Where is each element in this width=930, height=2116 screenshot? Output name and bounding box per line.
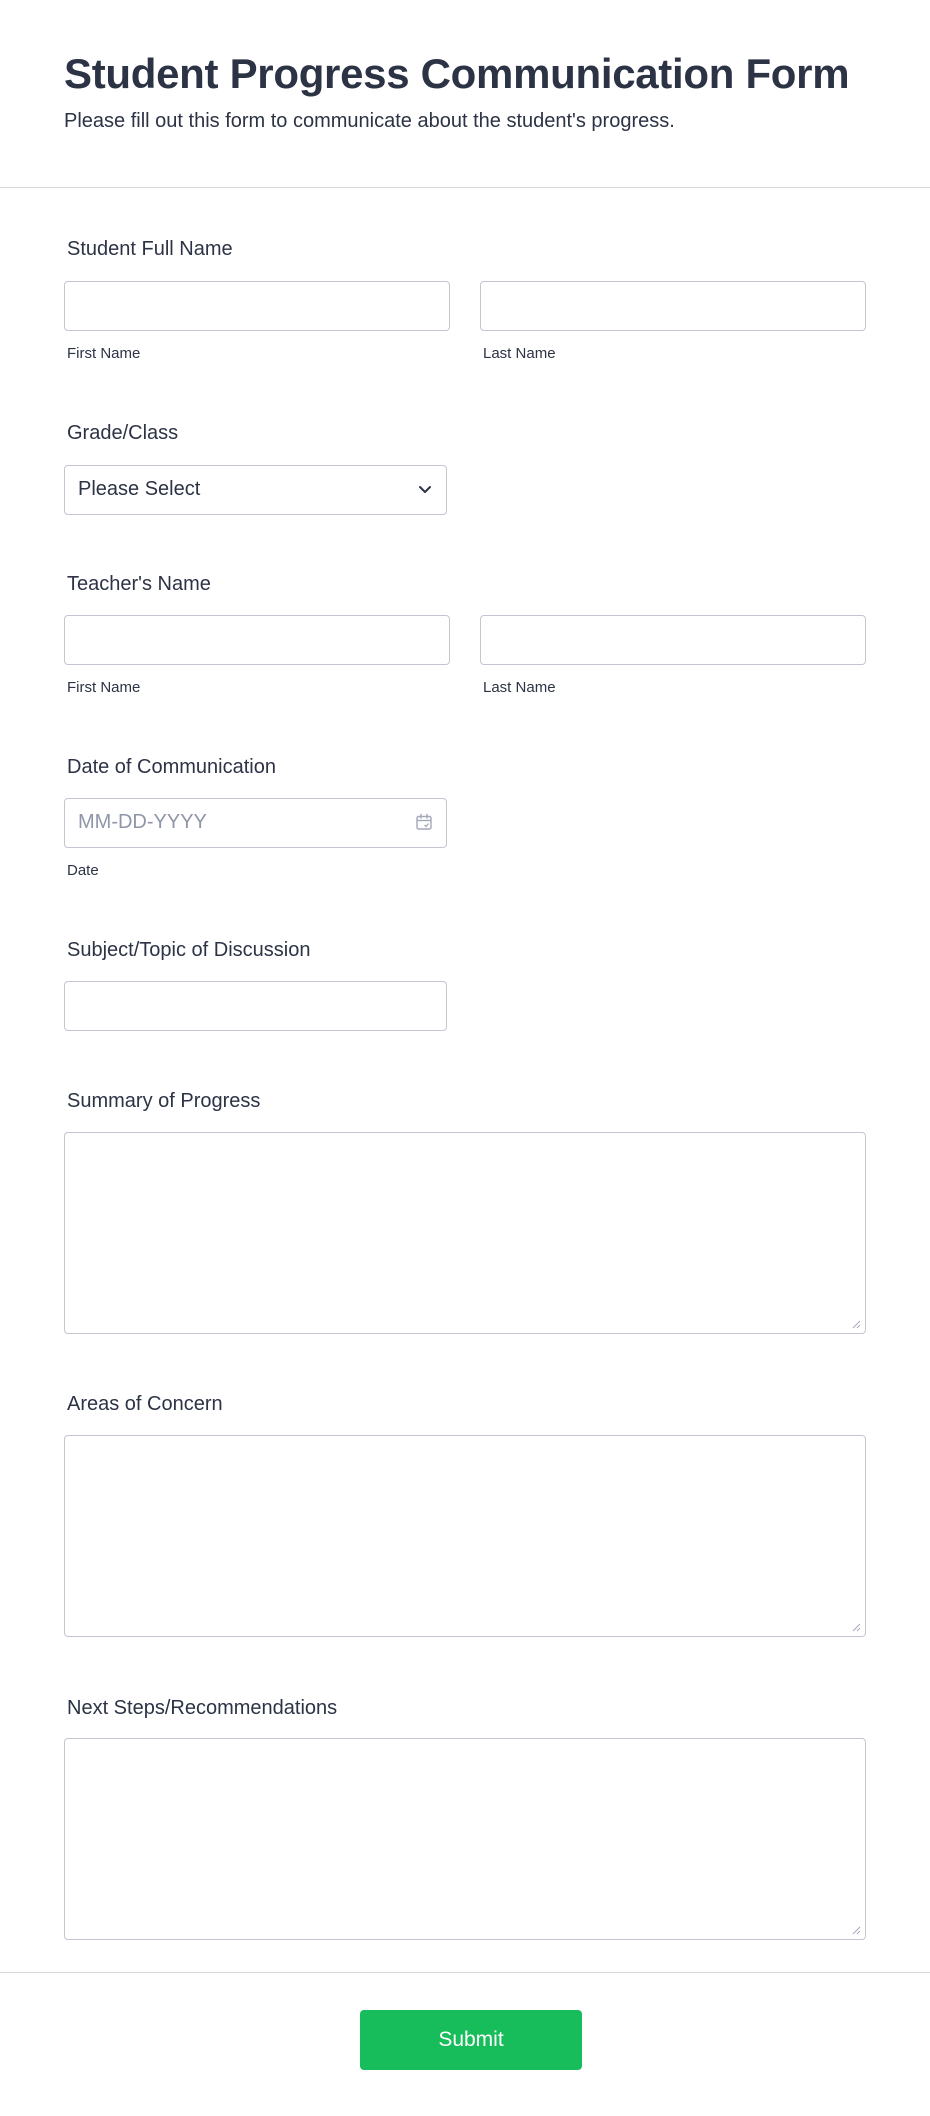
footer-divider [0,1972,930,1973]
teacher-first-name-input[interactable] [64,615,450,665]
student-last-name-sublabel: Last Name [483,345,556,362]
date-input[interactable] [64,798,447,848]
chevron-down-icon [416,480,434,498]
student-first-name-sublabel: First Name [67,345,141,362]
form-subtitle: Please fill out this form to communicate about the student's progress. [64,110,675,132]
concerns-textarea[interactable] [64,1435,866,1637]
teacher-last-name-input[interactable] [480,615,866,665]
grade-class-selected-value: Please Select [78,478,201,500]
summary-textarea[interactable] [64,1132,866,1334]
student-name-label: Student Full Name [67,238,233,260]
subject-label: Subject/Topic of Discussion [67,939,311,961]
next-steps-textarea[interactable] [64,1738,866,1940]
grade-class-label: Grade/Class [67,422,179,444]
form-title: Student Progress Communication Form [64,50,850,97]
teacher-name-label: Teacher's Name [67,573,211,595]
grade-class-select[interactable] [64,465,447,515]
calendar-icon[interactable] [415,813,433,831]
subject-input[interactable] [64,981,447,1031]
next-steps-label: Next Steps/Recommendations [67,1697,338,1719]
date-sublabel: Date [67,862,99,879]
resize-grip-icon[interactable] [851,1925,861,1935]
form-header [0,0,930,188]
summary-label: Summary of Progress [67,1090,261,1112]
student-last-name-input[interactable] [480,281,866,331]
teacher-last-name-sublabel: Last Name [483,679,556,696]
date-label: Date of Communication [67,756,276,778]
resize-grip-icon[interactable] [851,1319,861,1329]
teacher-first-name-sublabel: First Name [67,679,141,696]
resize-grip-icon[interactable] [851,1622,861,1632]
date-placeholder: MM-DD-YYYY [78,811,207,833]
concerns-label: Areas of Concern [67,1393,223,1415]
student-first-name-input[interactable] [64,281,450,331]
submit-button[interactable]: Submit [360,2010,582,2070]
